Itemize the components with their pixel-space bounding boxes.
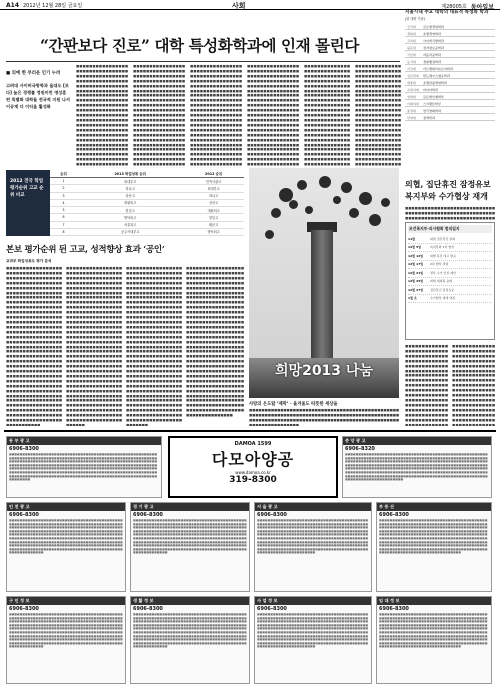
page-date: 2012년 12월 28일 금요일: [23, 3, 83, 9]
timeline-row: [408, 269, 492, 278]
ad-heading: 부 동 산: [377, 503, 491, 511]
balloon: [305, 206, 313, 214]
medical-headline-line2: 복지부와 수가협상 재개: [405, 191, 488, 201]
ranking-cell: 한일고: [77, 207, 183, 214]
university-cell: 세종대: [405, 79, 421, 86]
ad-name: 다모아양공: [211, 450, 295, 469]
article-column: [126, 266, 182, 426]
university-cell: 이화여대: [405, 100, 421, 107]
timeline-rows: [408, 235, 492, 303]
medical-article-headline: [405, 178, 495, 202]
ad-phone-number: 6906-8300: [9, 446, 39, 452]
ad-phone-number: 6906-8300: [257, 512, 287, 518]
university-cell: 고려대: [405, 37, 421, 44]
ranking-cell: 8: [50, 228, 77, 235]
university-cell: 건국대: [405, 23, 421, 30]
balloon: [319, 176, 331, 188]
department-cell: 아트앤테크놀로지학과: [421, 65, 495, 72]
department-cell: 경찰행정학과: [421, 58, 495, 65]
university-cell: 숙명여대: [405, 86, 421, 93]
ranking-cell: 1: [50, 178, 77, 185]
ad-listing-texture: ■■■■■■■■■■■■■■■■■■■■■■■■■■■■■■■■■■■■■■■■■■■■■■■■■■■■■■■■■■■■■■■■■■■■■■■■■■■■■■■■■■■■■■■■■■■■■■■■■■■■■■■■■■■■■■■■■■■■■■■■■■■■■■■■■■■■■■■■■■■■■■■■■■■■■■■■■■■■■■■■■■■■■■■■■■■■■■■■■■■■■■■■■■■■■■■■■■■■■■■■■■■■■■■■■■■■■■■■■■■■■■■■■■■■■■■■■■■■■■■■■■■■■■■■■■■■■■■■■■■■■■■■■■■■■■■■■■■■■■■■■■■■■■■■■■■■■■■■■■■■■■■■■■■■■■■■■■■■■■■■■■■■■■■■■■■■■■■■■■■■■■■■■■■■■■■■■■■■■■■■■■■■■■■■■■■■■■■■■■■■■■■■■■■■■■■■■■■■■■■■: [257, 518, 368, 555]
ad-phone: 319-8300: [229, 475, 277, 485]
center-display-ad[interactable]: [168, 436, 338, 498]
ad-phone-number: 6906-8300: [379, 512, 409, 518]
department-cell: 자동차공학과: [421, 51, 495, 58]
body-text-texture: ■■■■■■■■■■■■■■■■■■■■■■■■■■■■■■■■■■■■■■■■■■■■■■■■■■■■■■■■■■■■■■■■■■■■■■■■■■■■■■■■■■■■■■■■■■■■■■■■■■■■■■■■■■■■■■■■■■■■■■■■■■■■■■■■■■■■■■■■■■■■■■■■■■■■■■■■■■■■■■■■■■■■■■■■■■■■■■■■■■■■■■■■■■■■■■■■■■■■■■■■■■■■■■■■■■■■■■■■■■■■■■■■■■■■■■■■■■■■■■■■■■■■■■■■■■■■■■■■■■■■■■■■■■■■■■■■■■■■■■■■■■■■■■■■■■■■■■■■■■■■■■■■■■■■■■■■■■■■■■■■■■■■■■■■■■■■■■■■■■■■■■■■■■■■■■■■■■■■■■■■■■■■■■■■■■■■■■■■■■■■■■■■■■■■■■■■■■■■■■■■■■■■■■■■■■■■■■■■■■■■■■■■■■■■■■■■■■■■■■■■■■■■■■■■■■■■■■■■■■■■■■■■■■■■■■■■■■■■■■■■■■■■■■■■■■■■■■■■■■■■■■■■■■■■■■■■■■■■■■■■■■■■■■■■■■■■■■■■■■■■■■■■■■■■■■: [66, 266, 122, 426]
department-cell: 반도체시스템공학과: [421, 72, 495, 79]
lede-kicker: ■ 의예 한 부러운 인기 누려: [6, 71, 61, 76]
sidebar-row: [405, 107, 495, 114]
sidebar-subtitle: (한 대학 기준): [405, 17, 425, 21]
ranking-row: [50, 178, 244, 185]
balloon: [349, 208, 359, 218]
medical-headline-line1: 의협, 집단휴진 잠정유보: [405, 179, 491, 189]
university-cell: 경희대: [405, 30, 421, 37]
ranking-cell: 민족사관고: [183, 178, 244, 185]
ad-phone-number: 6906-8300: [9, 606, 39, 612]
ranking-cell: 명덕외고: [183, 228, 244, 235]
subarticle-headline: 본보 평가순위 뒨 고교, 성적향상 효과 ‘공인’: [6, 245, 165, 255]
ranking-cell: 2: [50, 185, 77, 192]
sidebar-table: [405, 23, 495, 121]
department-cell: 스크랜튼학부: [421, 100, 495, 107]
sidebar-title: 서울시내 주요 대학의 대표적 특성화 학과: [405, 10, 489, 15]
classified-ad[interactable]: [254, 502, 372, 592]
article-column: [247, 64, 299, 168]
ranking-cell: 한일고: [183, 214, 244, 221]
ad-listing-texture: ■■■■■■■■■■■■■■■■■■■■■■■■■■■■■■■■■■■■■■■■■■■■■■■■■■■■■■■■■■■■■■■■■■■■■■■■■■■■■■■■■■■■■■■■■■■■■■■■■■■■■■■■■■■■■■■■■■■■■■■■■■■■■■■■■■■■■■■■■■■■■■■■■■■■■■■■■■■■■■■■■■■■■■■■■■■■■■■■■■■■■■■■■■■■■■■■■■■■■■■■■■■■■■■■■■■■■■■■■■■■■■■■■■■■■■■■■■■■■■■■■■■■■■■■■■■■■■■■■■■■■■■■■■■■■■■■■■■■■■■■■■■■■■■■■■■■■■■■■■■■■■■■■■■■■■■■■■■■■■■■■■■■■■■■■■■■■■■■■■■■■■■■■■■■■■■■■■■■■■■■■■■■■■■■■■■■■■■■■■■■■■■■■■■■■■■■■■■■■■■■: [133, 612, 247, 649]
ranking-label: 2012 전국 학업 평가순위 고교 순위 비교: [6, 170, 50, 236]
ad-phone-number: 6906-8300: [9, 512, 39, 518]
timeline-date: 12월 12일: [408, 253, 424, 258]
balloon: [359, 192, 372, 205]
timeline-row: [408, 261, 492, 270]
body-text-texture: ■■■■■■■■■■■■■■■■■■■■■■■■■■■■■■■■■■■■■■■■■■■■■■■■■■■■■■■■■■■■■■■■■■■■■■■■■■■■■■■■■■■■■■■■■■■■■■■■■■■■■■■■■■■■■■■■■■■■■■■■■■■■■■■■■■■■■■■■■■■■■■■■■■■■■■■■■■■■■■■■■■■■■■■■■■■■■■■■■■■■■■■■■■■■■■■■■■■■■■■■■■■■■■■■■■■■■■■■■■■■■: [405, 344, 448, 426]
classified-ad[interactable]: [130, 502, 250, 592]
body-text-texture: ■■■■■■■■■■■■■■■■■■■■■■■■■■■■■■■■■■■■■■■■■■■■■■■■■■■■■■■■■■■■■■■■■■■■■■■■■■■■■■■■■■■■■■■■■■■■■■■■■■■■■■■■■■■■■■■■■■■■■■■■■■■■■■■■■■■■■■■■■■■■■■■■■■■■■■■■■■■■■■■■■■■■■■■■■■■■■■■■■■■■■■■■■■■■■■■■■■■■■■■■■■■■■■■■■■■■■■■■■■■■■■■■■■■■■■■■■■■■■■■■■■■■■■■■■■■■■■■■■■■■■■■■■■■■■■■■■■■■■■■■■■■■■■■■■■■■■■■■■■■■■■■■■■■■■■■■■■■■■■■■■■■■■■■■■■■■■■■■: [247, 64, 299, 167]
classified-ad[interactable]: [6, 502, 126, 592]
ranking-row: [50, 214, 244, 221]
ranking-row: [50, 221, 244, 228]
ad-phone-number: 6906-8300: [133, 606, 163, 612]
ad-phone-number: 6906-8300: [379, 606, 409, 612]
body-text-texture: ■■■■■■■■■■■■■■■■■■■■■■■■■■■■■■■■■■■■■■■■■■■■■■■■■■■■■■■■■■■■■■■■■■■■■■■■■■■■■■■■■■■■■■■■■■■■■■■■■■■■■■■■■■■■■■■■■■■■■■■■■■■■■■■■■■■■■■■■■■■■■■■■■■■■■■■■■■■■■■■■■■■■■■■■■■■■■■■■■■■■■■■■■■■■■■■■■■■■■■■■■■■■■■■■■■■■■■■■■■■■■■■■■■■■■■■■■■■■■■■■■■■■■■■■■■■■■■■■■■■■■■■■■■■■■■■■■■■■■■■■■■■■■■■■■■■■■■■■■■■■■■■■■■■■■■■■■■■■■■■■■■■■■■■■■■■■■■■■■■■■■■■■■■■■■■■■■■■■■■■■■■■■■■■■■■■■■■■■■■■■■■■■■■■■■■■■■■■■■■■■■■■■■■■■■■■■■■■■■■■■■■■■■■■■■■■■■■■■■■■■■■■■■■■■■■■■■■■■■■■■■■■■■■■■■■■■■■■■■■■■■■■■■■■■■■■■■■■■■■■■■■■■■■■■■■■■■■■■■■■■■■■■■■■■■■■■■■■■■■■■■■■■■■■■■■■■■■■: [6, 266, 62, 426]
lede-body: 고려대 사이버국방학과 울대도 [보다] 높은 경쟁률 정원미만 명성훈련 특별화 대학들 전국적 지원 나서 이공계 더 이익을 활성화: [6, 83, 70, 109]
classified-ad[interactable]: [342, 436, 492, 498]
ranking-cell: 하나고: [183, 192, 244, 199]
ad-heading: 임 대 정 보: [377, 597, 491, 605]
body-text-texture: ■■■■■■■■■■■■■■■■■■■■■■■■■■■■■■■■■■■■■■■■■■■■■■■■■■■■■■■■■■■■■■■■■■■■■■■■■■■■■■■■■■■■■■■■■■■■■■■■■■■■■■■■■■■■■■■■■■■■■■■■■■■■■■■■■■■■■■■■■■■■■■■■■■■■■■■■■■■■■■■■■■■■■■■■■■■■■■■■■■■■■■■■■■■■■■■■■■■■■■■■■■■■■■■■■■■■■■■■■■■■■■■■■■■■■■■■■■■■■■■■■■■■■■■■■■■■■■■■■■■■■■■■■■■■■■■■■■■■■■■■■■■■■■■■■■■■■■■■■■■■■■■■■■■■■■■■■■■■■■■■■■■■■■■■■■■■■■■■: [76, 64, 128, 167]
sidebar-row: [405, 114, 495, 121]
body-text-texture: ■■■■■■■■■■■■■■■■■■■■■■■■■■■■■■■■■■■■■■■■■■■■■■■■■■■■■■■■■■■■■■■■■■■■■■■■■■■■■■■■■■■■■■■■■■■■■■■■■■■■■■■■■■■■■■■■■■■■■■■■■■■■■■■■■■■■■■■■■■■■■■■■■■■■■■■■■■■■■■■■■■■■■■■■■■■■■■■■■■■■■■■■■■■■■■■■■■■■■■■■■■■■■■■■■■■■■■■■■■■■■■■■■■■■■■■■■■■■■■■■■■■■■■■■■■■■■■■■■■■■■■■■■■■■■■■■■■■■■■■■■■■■■■■■■■■■■■: [355, 64, 401, 167]
ranking-cell: 하나고: [77, 185, 183, 192]
ad-phone-number: 6906-8320: [345, 446, 375, 452]
timeline-date: 12월 25일: [408, 279, 424, 284]
section-title: 사회: [232, 2, 246, 10]
subarticle-byline: 교과부 학업성취도 평가 분석: [6, 259, 52, 263]
ad-listing-texture: ■■■■■■■■■■■■■■■■■■■■■■■■■■■■■■■■■■■■■■■■■■■■■■■■■■■■■■■■■■■■■■■■■■■■■■■■■■■■■■■■■■■■■■■■■■■■■■■■■■■■■■■■■■■■■■■■■■■■■■■■■■■■■■■■■■■■■■■■■■■■■■■■■■■■■■■■■■■■■■■■■■■■■■■■■■■■■■■■■■■■■■■■■■■■■■■■■■■■■■■■■■■■■■■■■■■■■■■■■■■■■■■■■■■■■■■■■■■■■■■■■■■■■■■■■■■■■■■■■■■■■■■■■■■■■■■■■■■■■■■■■■■■■■■■■■■■■■■■■■■■■■■■■■■■■■■■■■■■■■■■■■■■■■■■■■■■■■■■■■■■■■■■■■■■■■■■■■■■■■■■■■■■■■■■■■■■■■■■■■■■■■■■■■■■■■■■■■■■■■■■: [379, 518, 488, 555]
ad-listing-texture: ■■■■■■■■■■■■■■■■■■■■■■■■■■■■■■■■■■■■■■■■■■■■■■■■■■■■■■■■■■■■■■■■■■■■■■■■■■■■■■■■■■■■■■■■■■■■■■■■■■■■■■■■■■■■■■■■■■■■■■■■■■■■■■■■■■■■■■■■■■■■■■■■■■■■■■■■■■■■■■■■■■■■■■■■■■■■■■■■■■■■■■■■■■■■■■■■■■■■■■■■■■■■■■■■■■■■■■■■■■■■■■■■■■■■■■■■■■■■■■■■■■■■■■■■■■■■■■■■■■■■■■■■■■■■■■■■■■■■■■■■■■■■■■■■■■■■■■■■■■■■■■■■■■■■■■■■■■■■■■■■■■■■■■■■■■■■■■■■■■■■■■■■■■■■■■■■■■■■■■■■■■■■■■■■■■■■■■■■■■■■■■■■■■■■■■■■■■■■■■■■: [9, 518, 123, 555]
ad-heading: 서 울 광 고: [255, 503, 371, 511]
page-header: [0, 0, 500, 10]
photo-overlay-text: 희망2013 나눔: [275, 363, 373, 379]
balloon: [381, 198, 390, 207]
sidebar-row: [405, 86, 495, 93]
ranking-cell: 외대부고: [77, 178, 183, 185]
ranking-row: [50, 192, 244, 199]
page-number: A14: [6, 2, 19, 9]
timeline-row: [408, 252, 492, 261]
body-text-texture: ■■■■■■■■■■■■■■■■■■■■■■■■■■■■■■■■■■■■■■■■■■■■■■■■■■■■■■■■■■■■■■■■■■■■■■■■■■■■■■■■■■■■■■■■■■■■■■■■■■■■■■■■■■■■■■■■■■■■■■■■■■■■■■■■■■■■■■■■■■■■■■■■■■■■■■■■■■■■■■■■: [249, 408, 399, 426]
ad-brand: DAMOA 1599: [234, 441, 272, 447]
ad-heading: 경 기 광 고: [131, 503, 249, 511]
ranking-cell: 5: [50, 207, 77, 214]
classified-ad[interactable]: [6, 596, 126, 684]
university-cell: 동국대: [405, 58, 421, 65]
sidebar-row: [405, 79, 495, 86]
edition-number: 제28005호: [441, 4, 467, 10]
timeline-date: 12월 17일: [408, 262, 424, 267]
ad-phone-number: 6906-8300: [133, 512, 163, 518]
university-cell: 연세대: [405, 93, 421, 100]
timeline-row: [408, 244, 492, 253]
ad-heading: 생 활 정 보: [131, 597, 249, 605]
ad-listing-texture: ■■■■■■■■■■■■■■■■■■■■■■■■■■■■■■■■■■■■■■■■■■■■■■■■■■■■■■■■■■■■■■■■■■■■■■■■■■■■■■■■■■■■■■■■■■■■■■■■■■■■■■■■■■■■■■■■■■■■■■■■■■■■■■■■■■■■■■■■■■■■■■■■■■■■■■■■■■■■■■■■■■■■■■■■■■■■■■■■■■■■■■■■■■■■■■■■■■■■■■■■■■■■■■■■■■■■■■■■■■■■■■■■■■■■■■■■■■■■■■■■■■■■■■■■■■■■■■■■■■■■■■■■■■■■■■■■■■■■■■■■■■■■■■■■■■■■■■■■■■■■■■■■■■■■■■■■■■■■■■■■■■■■■■■■■■■■■■■■■■■■■■■■■■■■■■■■■■■■■■■■■■■■■■■■■■■■■■■■■■■■■■■■■■■■■■■■■■■■■■■■: [379, 612, 488, 649]
photo-caption-body: [249, 408, 399, 426]
department-cell: 글로벌경영학과: [421, 23, 495, 30]
article-column: [186, 266, 244, 426]
ad-listing-texture: ■■■■■■■■■■■■■■■■■■■■■■■■■■■■■■■■■■■■■■■■■■■■■■■■■■■■■■■■■■■■■■■■■■■■■■■■■■■■■■■■■■■■■■■■■■■■■■■■■■■■■■■■■■■■■■■■■■■■■■■■■■■■■■■■■■■■■■■■■■■■■■■■■■■■■■■■■■■■■■■■■■■■■■■■■■■■■■■■■■■■■■■■■■■■■■■■■■■■■■■■■■■■■■■■■■■■■■■■■■■■■■■■■■■■■■■■■■■■■■■■■■■■■■■■■■■■■■■■■■■■■■■■■■■■■■■■■■■■■■■■■■■■■■■■■■■■■■■■■■■■■■■■■■■■■■■■■■■■■■■■■■■■■■■■■■■■■■■■■■■■■■■■■■■■■■■■■■■■■■■■■■■■■■■■■■■■■■■■■■■■■■■■■■■■■■■■■■■■■■■■: [9, 612, 123, 649]
headline-divider: [6, 61, 400, 62]
balloon: [369, 214, 381, 226]
ad-listing-texture: ■■■■■■■■■■■■■■■■■■■■■■■■■■■■■■■■■■■■■■■■■■■■■■■■■■■■■■■■■■■■■■■■■■■■■■■■■■■■■■■■■■■■■■■■■■■■■■■■■■■■■■■■■■■■■■■■■■■■■■■■■■■■■■■■■■■■■■■■■■■■■■■■■■■■■■■■■■■■■■■■■■■■■■■■■■■■■■■■■■■■■■■■■■■■■■■■■■■■■■■■■■■■■■■■■■■■■■■■■■■■■■■■■■■■■■■■■■■■■■■■■■■■■■■■■■■■■■■■■■■■■■■■■■■■■■■■■■■■■■■■■■■■■■■■■■■■■■■■■■■■■■■■■■■■■■■■■■■■■■■■■■■■■■■■■■■■■■■■■■■■■■■■■■■■■■■■■■■■■■■■■■■■■■■■■■■■■■■■■■■■■■■■■■■■■■■■■■■■■■■■: [345, 452, 488, 482]
article-column: [190, 64, 242, 168]
ranking-col-header: 순위: [50, 170, 77, 178]
ranking-cell: 4: [50, 199, 77, 206]
ranking-cell: 서울과고: [77, 221, 183, 228]
department-cell: 정책학과: [421, 114, 495, 121]
ad-heading: 사 업 정 보: [255, 597, 371, 605]
ranking-row: [50, 199, 244, 206]
ranking-cell: 대원외고: [77, 199, 183, 206]
ad-heading: 중 앙 광 고: [343, 437, 491, 445]
university-cell: 광운대: [405, 44, 421, 51]
ranking-col-header: 2012 순위: [183, 170, 244, 178]
ranking-table: [50, 170, 244, 236]
article-column: [304, 64, 350, 168]
university-cell: 국민대: [405, 51, 421, 58]
ranking-row: [50, 228, 244, 235]
specialty-dept-sidebar: [405, 10, 495, 170]
timeline-date: 11월: [408, 236, 416, 241]
classified-ad[interactable]: [130, 596, 250, 684]
classified-ad[interactable]: [254, 596, 372, 684]
sidebar-row: [405, 44, 495, 51]
body-text-texture: ■■■■■■■■■■■■■■■■■■■■■■■■■■■■■■■■■■■■■■■■■■■■■■■■■■■■■■■■■■■■■■■■■■■■■■■■■■■■■■■■■■■■: [405, 206, 495, 220]
balloon: [289, 200, 298, 209]
article-column: [133, 64, 185, 168]
university-cell: 한양대: [405, 114, 421, 121]
timeline-event: 집단휴진 잠정유보: [430, 287, 455, 292]
ranking-cell: 대원외고: [183, 207, 244, 214]
ad-listing-texture: ■■■■■■■■■■■■■■■■■■■■■■■■■■■■■■■■■■■■■■■■■■■■■■■■■■■■■■■■■■■■■■■■■■■■■■■■■■■■■■■■■■■■■■■■■■■■■■■■■■■■■■■■■■■■■■■■■■■■■■■■■■■■■■■■■■■■■■■■■■■■■■■■■■■■■■■■■■■■■■■■■■■■■■■■■■■■■■■■■■■■■■■■■■■■■■■■■■■■■■■■■■■■■■■■■■■■■■■■■■■■■■■■■■■■■■■■■■■■■■■■■■■■■■■■■■■■■■■■■■■■■■■■■■■■■■■■■■■■■■■■■■■■■■■■■■■■■■■■■■■■■■■■■■■■■■■■■■■■■■■■■■■■■■■■■■■■■■■■■■■■■■■■■■■■■■■■■■■■■■■■■■■■■■■■■■■■■■■■■■■■■■■■■■■■■■■■■■■■■■■■: [9, 452, 157, 482]
classified-ads: [4, 430, 496, 686]
body-text-texture: ■■■■■■■■■■■■■■■■■■■■■■■■■■■■■■■■■■■■■■■■■■■■■■■■■■■■■■■■■■■■■■■■■■■■■■■■■■■■■■■■■■■■■■■■■■■■■■■■■■■■■■■■■■■■■■■■■■■■■■■■■■■■■■■■■■■■■■■■■■■■■■■■■■■■■■■■■■■■■■■■■■■■■■■■■■■■■■■■■■■■■■■■■■■■■■■■■■■■■■■■■■■■■■■■■■■■■■■■■■■■■■■■■■■■■■■■■■■■■■■■■■■■■■■■■■■■■■■■■■■■■■■■■■■■■■■■■■■■■■■■■■■■■■■■■■■■■■: [304, 64, 350, 167]
ranking-cell: 7: [50, 221, 77, 228]
department-cell: 호텔관광경영학과: [421, 79, 495, 86]
body-text-texture: ■■■■■■■■■■■■■■■■■■■■■■■■■■■■■■■■■■■■■■■■■■■■■■■■■■■■■■■■■■■■■■■■■■■■■■■■■■■■■■■■■■■■■■■■■■■■■■■■■■■■■■■■■■■■■■■■■■■■■■■■■■■■■■■■■■■■■■■■■■■■■■■■■■■■■■■■■■■■■■■■■■■■■■■■■■■■■■■■■■■■■■■■■■■■■■■■■■■■■■■■■■■■■■■■■■■■■■■■■■■■■■■■■■■■■■■■■■■■■■■■■■■■■■■■■■■■■■■■■■■■■■■■■■■■■■■■■■■■■■■■■■■■■■■■■■■■■■■■■■■■■■■■■■■■■■■■■■■■■■■■■■■■■■■■■■■■■■■■■■■■■■■■■■■■■■■■■■■■■■■■■■■■■■■■■■■■■■■■■■■■■■■■■■■■■■■■■■■■■■■■■■■■■■■■■■■■■■■■■■■■■■■■■■■■■■■■■■■■■■■■■■■■■■■■■■■■■■■■■■■■■■■■■■■■■■■■■■■■■■■■■■■■■■■■■■■■■■■■■■■■■■■■■■■■■■■■■■■■■■■■■■■■■■■■■■■■■■■■■■■■■■■■■■■■■■■: [126, 266, 182, 426]
timeline-date: 12월 21일: [408, 270, 424, 275]
body-text-texture: ■■■■■■■■■■■■■■■■■■■■■■■■■■■■■■■■■■■■■■■■■■■■■■■■■■■■■■■■■■■■■■■■■■■■■■■■■■■■■■■■■■■■■■■■■■■■■■■■■■■■■■■■■■■■■■■■■■■■■■■■■■■■■■■■■■■■■■■■■■■■■■■■■■■■■■■■■■■■■■■■■■■■■■■■■■■■■■■■■■■■■■■■■■■■■■■■■■■■■■■■■■■■■■■■■■■■■■■■■■■■■■■■■■■■■■■■■■■■■■■■■■■■■■■■■■■■■■■■■■■■■■■■■■■■■■■■■■■■■■■■■■■■■■■■■■■■■■■■■■■■■■■■■■■■■■■■■■■■■■■■■■■■■■■■■■■■■■■■: [133, 64, 185, 167]
timeline-event: 의협 집단휴진 결의: [430, 236, 456, 241]
ad-listing-texture: ■■■■■■■■■■■■■■■■■■■■■■■■■■■■■■■■■■■■■■■■■■■■■■■■■■■■■■■■■■■■■■■■■■■■■■■■■■■■■■■■■■■■■■■■■■■■■■■■■■■■■■■■■■■■■■■■■■■■■■■■■■■■■■■■■■■■■■■■■■■■■■■■■■■■■■■■■■■■■■■■■■■■■■■■■■■■■■■■■■■■■■■■■■■■■■■■■■■■■■■■■■■■■■■■■■■■■■■■■■■■■■■■■■■■■■■■■■■■■■■■■■■■■■■■■■■■■■■■■■■■■■■■■■■■■■■■■■■■■■■■■■■■■■■■■■■■■■■■■■■■■■■■■■■■■■■■■■■■■■■■■■■■■■■■■■■■■■■■■■■■■■■■■■■■■■■■■■■■■■■■■■■■■■■■■■■■■■■■■■■■■■■■■■■■■■■■■■■■■■■■: [257, 612, 368, 649]
sidebar-row: [405, 30, 495, 37]
classified-ad[interactable]: [6, 436, 162, 498]
timeline-date: 12월 5일: [408, 245, 422, 250]
article-column: [355, 64, 401, 168]
classified-ad[interactable]: [376, 596, 492, 684]
timeline-row: [408, 295, 492, 304]
ranking-cell: 명덕외고: [77, 214, 183, 221]
ranking-cell: 6: [50, 214, 77, 221]
ranking-cell: 상산고: [77, 192, 183, 199]
classified-ad[interactable]: [376, 502, 492, 592]
department-cell: 글로벌인재학부: [421, 93, 495, 100]
ranking-cell: 외대부고: [183, 185, 244, 192]
timeline-row: [408, 286, 492, 295]
balloon: [333, 196, 341, 204]
timeline-row: [408, 278, 492, 287]
charity-tower-photo: [249, 168, 399, 398]
sidebar-row: [405, 51, 495, 58]
article-column: [452, 344, 495, 426]
timeline-title: 보건복지부-의사협회 합의일지: [408, 225, 492, 233]
timeline-event: 의협 휴진 예고 발표: [430, 253, 457, 258]
ad-listing-texture: ■■■■■■■■■■■■■■■■■■■■■■■■■■■■■■■■■■■■■■■■■■■■■■■■■■■■■■■■■■■■■■■■■■■■■■■■■■■■■■■■■■■■■■■■■■■■■■■■■■■■■■■■■■■■■■■■■■■■■■■■■■■■■■■■■■■■■■■■■■■■■■■■■■■■■■■■■■■■■■■■■■■■■■■■■■■■■■■■■■■■■■■■■■■■■■■■■■■■■■■■■■■■■■■■■■■■■■■■■■■■■■■■■■■■■■■■■■■■■■■■■■■■■■■■■■■■■■■■■■■■■■■■■■■■■■■■■■■■■■■■■■■■■■■■■■■■■■■■■■■■■■■■■■■■■■■■■■■■■■■■■■■■■■■■■■■■■■■■■■■■■■■■■■■■■■■■■■■■■■■■■■■■■■■■■■■■■■■■■■■■■■■■■■■■■■■■■■■■■■■■: [133, 518, 247, 555]
article-column: [66, 266, 122, 426]
article-column: [405, 206, 495, 220]
sidebar-row: [405, 65, 495, 72]
timeline-event: 2차 협상 결렬: [430, 262, 449, 267]
ranking-row: [50, 185, 244, 192]
balloon: [341, 182, 352, 193]
ad-heading: 동 부 광 고: [7, 437, 161, 445]
ranking-cell: 공주사대부고: [77, 228, 183, 235]
ranking-cell: 상산고: [183, 199, 244, 206]
ranking-cell: 휘문고: [183, 221, 244, 228]
sidebar-row: [405, 72, 495, 79]
newspaper-logo: 동아일보: [470, 4, 494, 11]
body-text-texture: ■■■■■■■■■■■■■■■■■■■■■■■■■■■■■■■■■■■■■■■■■■■■■■■■■■■■■■■■■■■■■■■■■■■■■■■■■■■■■■■■■■■■■■■■■■■■■■■■■■■■■■■■■■■■■■■■■■■■■■■■■■■■■■■■■■■■■■■■■■■■■■■■■■■■■■■■■■■■■■■■■■■■■■■■■■■■■■■■■■■■■■■■■■■■■■■■■■■■■■■■■■■■■■■■■■■■■■■■■■■■■: [452, 344, 495, 426]
balloon: [297, 180, 307, 190]
article-column: [405, 344, 448, 426]
timeline-event: 복지부와 1차 협상: [430, 245, 455, 250]
sidebar-row: [405, 100, 495, 107]
department-cell: 연극영화학과: [421, 107, 495, 114]
university-cell: 성균관대: [405, 72, 421, 79]
body-text-texture: ■■■■■■■■■■■■■■■■■■■■■■■■■■■■■■■■■■■■■■■■■■■■■■■■■■■■■■■■■■■■■■■■■■■■■■■■■■■■■■■■■■■■■■■■■■■■■■■■■■■■■■■■■■■■■■■■■■■■■■■■■■■■■■■■■■■■■■■■■■■■■■■■■■■■■■■■■■■■■■■■■■■■■■■■■■■■■■■■■■■■■■■■■■■■■■■■■■■■■■■■■■■■■■■■■■■■■■■■■■■■■■■■■■■■■■■■■■■■■■■■■■■■■■■■■■■■■■■■■■■■■■■■■■■■■■■■■■■■■■■■■■■■■■■■■■■■■■■■■■■■■■■■■■■■■■■■■■■■■■■■■■■■■■■■■■■■■■■■: [190, 64, 242, 167]
ad-heading: 구 인 정 보: [7, 597, 125, 605]
sidebar-row: [405, 93, 495, 100]
department-cell: 전자정보공학과: [421, 44, 495, 51]
article-column: [6, 266, 62, 426]
department-cell: 미디어학과: [421, 86, 495, 93]
body-text-texture: ■■■■■■■■■■■■■■■■■■■■■■■■■■■■■■■■■■■■■■■■■■■■■■■■■■■■■■■■■■■■■■■■■■■■■■■■■■■■■■■■■■■■■■■■■■■■■■■■■■■■■■■■■■■■■■■■■■■■■■■■■■■■■■■■■■■■■■■■■■■■■■■■■■■■■■■■■■■■■■■■■■■■■■■■■■■■■■■■■■■■■■■■■■■■■■■■■■■■■■■■■■■■■■■■■■■■■■■■■■■■■■■■■■■■■■■■■■■■■■■■■■■■■■■■■■■■■■■■■■■■■■■■■■■■■■■■■■■■■■■■■■■■■■■■■■■■■■■■■■■■■■■■■■■■■■■■■■■■■■■■■■■■■■■■■■■■■■■■■■■■■■■■■■■■■■■■■■■■■■■■■■■■■■■■■■■■■■■■■■■■■■■■■■■■■■■■■■■■■■■■■■■■■■■■■■■■■■■■■■■■■■■■■■■■■■■■■■■■■■■■■■■■■■■■■■■■■■■■■■■■■■■■■■■■■■■■■■■■■■■■■■■■■■■■■■■■■■■■■■■■■■■■■■■■■■■■■■■■■■■■■■■■■■■■■■■■■■■■■■■■■■■■■■■■■■■■■■■: [186, 266, 244, 418]
lede-summary: [6, 70, 70, 110]
ad-phone-number: 6906-8300: [257, 606, 287, 612]
article-column: [76, 64, 128, 168]
timeline-date: 12월 27일: [408, 287, 424, 292]
timeline-row: [408, 235, 492, 244]
department-cell: 사이버국방학과: [421, 37, 495, 44]
timeline-event: 의협 대의원 총회: [430, 279, 453, 284]
ad-url: www.damoa.co.kr: [235, 470, 271, 475]
photo-caption-title: 사랑의 온도탑 ‘제막’ · 올겨울도 따뜻한 세상을: [249, 402, 338, 407]
timeline-date: 1월 초: [408, 296, 417, 301]
ad-heading: 인 천 광 고: [7, 503, 125, 511]
timeline-box: [405, 222, 495, 340]
university-cell: 서강대: [405, 65, 421, 72]
ranking-col-header: 2013 학업성취 순위: [77, 170, 183, 178]
timeline-event: 수가협상 재개 예정: [430, 296, 456, 301]
sidebar-row: [405, 37, 495, 44]
ranking-row: [50, 207, 244, 214]
sidebar-row: [405, 58, 495, 65]
main-headline: “간판보다 진로” 대학 특성화학과에 인재 몰린다: [40, 36, 359, 55]
ranking-box: [6, 170, 244, 236]
timeline-event: 정부 수가 인상 제안: [430, 270, 457, 275]
department-cell: 호텔경영학과: [421, 30, 495, 37]
university-cell: 중앙대: [405, 107, 421, 114]
balloon: [271, 208, 281, 218]
ranking-cell: 3: [50, 192, 77, 199]
balloon: [265, 230, 274, 239]
page-meta-left: [6, 2, 82, 9]
